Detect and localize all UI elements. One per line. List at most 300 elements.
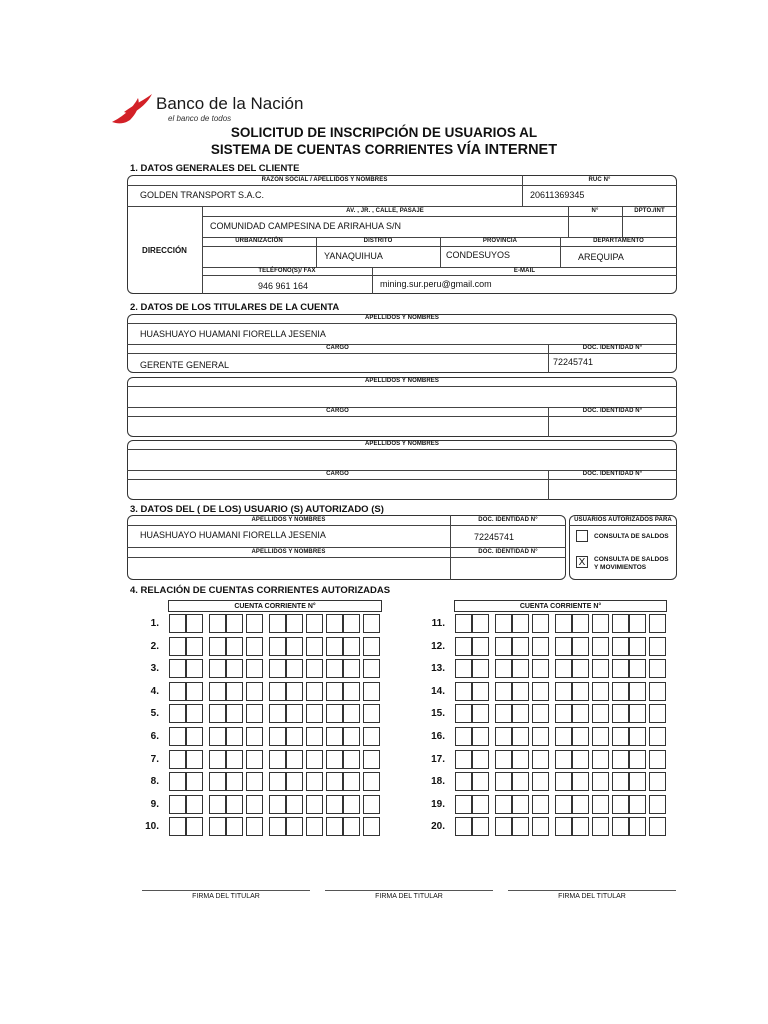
account-digit-cell[interactable] — [455, 659, 472, 678]
account-digit-cell[interactable] — [495, 682, 512, 701]
distrito-value[interactable]: YANAQUIHUA — [324, 251, 383, 261]
account-digit-cell[interactable] — [649, 750, 666, 769]
account-digit-cell[interactable] — [472, 817, 489, 836]
account-digit-cell[interactable] — [269, 704, 286, 723]
account-digit-cell[interactable] — [343, 750, 360, 769]
account-digit-cell[interactable] — [512, 750, 529, 769]
section4-heading: 4. RELACIÓN DE CUENTAS CORRIENTES AUTORIZADAS — [130, 585, 391, 596]
account-digit-cell[interactable] — [246, 659, 263, 678]
consulta-saldos-label: CONSULTA DE SALDOS — [594, 533, 669, 540]
account-digit-cell[interactable] — [455, 817, 472, 836]
firma-titular-2: FIRMA DEL TITULAR — [375, 893, 443, 900]
account-digit-cell[interactable] — [592, 795, 609, 814]
account-digit-cell[interactable] — [326, 704, 343, 723]
account-digit-cell[interactable] — [169, 659, 186, 678]
account-digit-cell[interactable] — [472, 637, 489, 656]
account-digit-cell[interactable] — [209, 795, 226, 814]
telefono-label: TELÉFONO(S)/ FAX — [258, 268, 316, 274]
account-digit-cell[interactable] — [592, 704, 609, 723]
provincia-value[interactable]: CONDESUYOS — [446, 250, 511, 260]
account-digit-cell[interactable] — [555, 659, 572, 678]
account-row-number: 4. — [150, 685, 159, 697]
account-digit-cell[interactable] — [226, 772, 243, 791]
account-digit-cell[interactable] — [186, 817, 203, 836]
firma-titular-3: FIRMA DEL TITULAR — [558, 893, 626, 900]
account-digit-cell[interactable] — [286, 682, 303, 701]
account-digit-cell[interactable] — [512, 659, 529, 678]
account-digit-cell[interactable] — [455, 637, 472, 656]
account-digit-cell[interactable] — [555, 704, 572, 723]
account-digit-cell[interactable] — [592, 682, 609, 701]
account-digit-cell[interactable] — [495, 750, 512, 769]
account-digit-cell[interactable] — [306, 614, 323, 633]
bank-name: Banco de la Nación — [156, 94, 304, 113]
account-digit-cell[interactable] — [286, 659, 303, 678]
account-row-number: 3. — [150, 663, 159, 675]
account-digit-cell[interactable] — [269, 614, 286, 633]
account-digit-cell[interactable] — [612, 772, 629, 791]
titular3-cargo-label: CARGO — [326, 471, 349, 477]
account-digit-cell[interactable] — [592, 817, 609, 836]
account-digit-cell[interactable] — [306, 682, 323, 701]
account-digit-cell[interactable] — [246, 817, 263, 836]
account-digit-cell[interactable] — [306, 727, 323, 746]
urbanizacion-label: URBANIZACIÓN — [235, 238, 283, 244]
account-digit-cell[interactable] — [512, 637, 529, 656]
account-digit-cell[interactable] — [286, 727, 303, 746]
account-digit-cell[interactable] — [326, 614, 343, 633]
account-digit-cell[interactable] — [363, 795, 380, 814]
account-digit-cell[interactable] — [209, 817, 226, 836]
account-row-number: 18. — [431, 776, 445, 788]
account-digit-cell[interactable] — [532, 772, 549, 791]
account-digit-cell[interactable] — [286, 817, 303, 836]
titular1-doc-label: DOC. IDENTIDAD N° — [582, 345, 643, 351]
account-row-number: 12. — [431, 640, 445, 652]
account-digit-cell[interactable] — [169, 750, 186, 769]
account-digit-cell[interactable] — [343, 772, 360, 791]
account-digit-cell[interactable] — [612, 727, 629, 746]
account-digit-cell[interactable] — [555, 772, 572, 791]
firma-titular-1: FIRMA DEL TITULAR — [192, 893, 260, 900]
account-digit-cell[interactable] — [269, 727, 286, 746]
account-digit-cell[interactable] — [306, 772, 323, 791]
account-digit-cell[interactable] — [269, 659, 286, 678]
account-digit-cell[interactable] — [306, 817, 323, 836]
ruc-label: RUC N° — [588, 177, 611, 183]
account-digit-cell[interactable] — [495, 637, 512, 656]
account-row-number: 10. — [145, 821, 159, 833]
account-digit-cell[interactable] — [169, 614, 186, 633]
account-digit-cell[interactable] — [455, 614, 472, 633]
bank-tagline: el banco de todos — [168, 114, 232, 123]
departamento-label: DEPARTAMENTO — [593, 238, 644, 244]
account-digit-cell[interactable] — [572, 772, 589, 791]
account-digit-cell[interactable] — [472, 704, 489, 723]
provincia-label: PROVINCIA — [482, 238, 518, 244]
account-row-number: 13. — [431, 663, 445, 675]
account-digit-cell[interactable] — [555, 614, 572, 633]
account-digit-cell[interactable] — [246, 682, 263, 701]
account-digit-cell[interactable] — [472, 772, 489, 791]
account-digit-cell[interactable] — [629, 727, 646, 746]
account-digit-cell[interactable] — [592, 637, 609, 656]
account-digit-cell[interactable] — [592, 614, 609, 633]
calle-value[interactable]: COMUNIDAD CAMPESINA DE ARIRAHUA S/N — [210, 221, 402, 231]
account-digit-cell[interactable] — [629, 637, 646, 656]
account-digit-cell[interactable] — [472, 750, 489, 769]
account-digit-cell[interactable] — [629, 795, 646, 814]
usuario2-apellidos-label: APELLIDOS Y NOMBRES — [251, 549, 326, 555]
account-digit-cell[interactable] — [269, 772, 286, 791]
account-digit-cell[interactable] — [226, 637, 243, 656]
account-digit-cell[interactable] — [209, 682, 226, 701]
account-digit-cell[interactable] — [455, 704, 472, 723]
account-digit-cell[interactable] — [455, 682, 472, 701]
account-digit-cell[interactable] — [612, 682, 629, 701]
account-digit-cell[interactable] — [572, 727, 589, 746]
account-digit-cell[interactable] — [286, 614, 303, 633]
account-digit-cell[interactable] — [186, 682, 203, 701]
account-digit-cell[interactable] — [209, 659, 226, 678]
account-digit-cell[interactable] — [226, 659, 243, 678]
account-digit-cell[interactable] — [532, 727, 549, 746]
account-digit-cell[interactable] — [343, 727, 360, 746]
account-digit-cell[interactable] — [629, 817, 646, 836]
usuario1-doc[interactable]: 72245741 — [474, 532, 515, 542]
account-digit-cell[interactable] — [226, 704, 243, 723]
account-digit-cell[interactable] — [629, 614, 646, 633]
account-digit-cell[interactable] — [532, 704, 549, 723]
cuenta-header-left: CUENTA CORRIENTE N° — [168, 600, 382, 612]
telefono-value[interactable]: 946 961 164 — [258, 281, 309, 291]
account-row-number: 7. — [150, 753, 159, 765]
account-row-number: 6. — [150, 731, 159, 742]
account-digit-cell[interactable] — [306, 750, 323, 769]
account-digit-cell[interactable] — [592, 750, 609, 769]
account-digit-cell[interactable] — [209, 727, 226, 746]
usuario1-nombre[interactable]: HUASHUAYO HUAMANI FIORELLA JESENIA — [140, 530, 326, 540]
account-row-number: 16. — [431, 731, 445, 742]
account-digit-cell[interactable] — [612, 637, 629, 656]
account-digit-cell[interactable] — [572, 817, 589, 836]
account-digit-cell[interactable] — [363, 817, 380, 836]
account-digit-cell[interactable] — [612, 704, 629, 723]
account-digit-cell[interactable] — [472, 614, 489, 633]
account-digit-cell[interactable] — [269, 750, 286, 769]
account-digit-cell[interactable] — [246, 704, 263, 723]
account-digit-cell[interactable] — [246, 772, 263, 791]
account-digit-cell[interactable] — [326, 795, 343, 814]
account-digit-cell[interactable] — [649, 817, 666, 836]
account-digit-cell[interactable] — [472, 659, 489, 678]
account-digit-cell[interactable] — [512, 772, 529, 791]
account-digit-cell[interactable] — [269, 682, 286, 701]
direccion-label: DIRECCIÓN — [142, 246, 187, 255]
account-digit-cell[interactable] — [555, 817, 572, 836]
account-digit-cell[interactable] — [572, 637, 589, 656]
account-row-number: 20. — [431, 821, 445, 833]
section1-heading: 1. DATOS GENERALES DEL CLIENTE — [130, 163, 300, 174]
section2-heading: 2. DATOS DE LOS TITULARES DE LA CUENTA — [130, 302, 340, 313]
account-digit-cell[interactable] — [629, 659, 646, 678]
account-digit-cell[interactable] — [343, 704, 360, 723]
account-digit-cell[interactable] — [186, 727, 203, 746]
bank-logo-icon — [110, 92, 154, 126]
account-digit-cell[interactable] — [246, 614, 263, 633]
account-digit-cell[interactable] — [363, 727, 380, 746]
account-digit-cell[interactable] — [169, 817, 186, 836]
account-digit-cell[interactable] — [326, 637, 343, 656]
titular1-cargo-label: CARGO — [326, 345, 349, 351]
account-digit-cell[interactable] — [186, 659, 203, 678]
account-digit-cell[interactable] — [246, 750, 263, 769]
account-digit-cell[interactable] — [572, 659, 589, 678]
account-digit-cell[interactable] — [343, 682, 360, 701]
account-digit-cell[interactable] — [269, 795, 286, 814]
titular1-doc[interactable]: 72245741 — [553, 357, 594, 367]
account-digit-cell[interactable] — [306, 637, 323, 656]
account-digit-cell[interactable] — [472, 727, 489, 746]
form-title-line2-part1: SISTEMA DE CUENTAS CORRIENTES — [210, 142, 457, 157]
account-digit-cell[interactable] — [512, 795, 529, 814]
account-digit-cell[interactable] — [186, 795, 203, 814]
account-digit-cell[interactable] — [649, 772, 666, 791]
account-digit-cell[interactable] — [495, 817, 512, 836]
account-digit-cell[interactable] — [555, 727, 572, 746]
account-digit-cell[interactable] — [572, 704, 589, 723]
account-digit-cell[interactable] — [649, 614, 666, 633]
distrito-label: DISTRITO — [363, 238, 393, 244]
account-digit-cell[interactable] — [495, 659, 512, 678]
account-digit-cell[interactable] — [649, 637, 666, 656]
account-digit-cell[interactable] — [592, 659, 609, 678]
account-row-number: 17. — [431, 753, 445, 765]
departamento-value[interactable]: AREQUIPA — [578, 252, 624, 262]
account-digit-cell[interactable] — [612, 750, 629, 769]
account-digit-cell[interactable] — [169, 772, 186, 791]
account-digit-cell[interactable] — [495, 704, 512, 723]
account-digit-cell[interactable] — [455, 772, 472, 791]
account-row-number: 8. — [150, 776, 159, 788]
account-digit-cell[interactable] — [246, 795, 263, 814]
account-digit-cell[interactable] — [555, 795, 572, 814]
account-row-number: 5. — [150, 708, 159, 720]
account-digit-cell[interactable] — [209, 750, 226, 769]
consulta-movimientos-label-1: CONSULTA DE SALDOS — [594, 556, 669, 563]
account-digit-cell[interactable] — [555, 750, 572, 769]
account-digit-cell[interactable] — [186, 704, 203, 723]
account-digit-cell[interactable] — [455, 750, 472, 769]
form-title-line2-part2: VÍA INTERNET — [456, 142, 558, 158]
account-digit-cell[interactable] — [572, 614, 589, 633]
usuario1-doc-label: DOC. IDENTIDAD N° — [478, 517, 538, 523]
account-digit-cell[interactable] — [343, 637, 360, 656]
account-digit-cell[interactable] — [455, 727, 472, 746]
consulta-movimientos-label-2: Y MOVIMIENTOS — [594, 564, 647, 571]
account-digit-cell[interactable] — [512, 614, 529, 633]
account-digit-cell[interactable] — [169, 682, 186, 701]
account-row-number: 9. — [150, 798, 159, 810]
account-digit-cell[interactable] — [532, 614, 549, 633]
account-digit-cell[interactable] — [326, 750, 343, 769]
account-digit-cell[interactable] — [363, 637, 380, 656]
account-digit-cell[interactable] — [649, 727, 666, 746]
account-digit-cell[interactable] — [286, 750, 303, 769]
account-digit-cell[interactable] — [532, 637, 549, 656]
account-digit-cell[interactable] — [629, 704, 646, 723]
account-digit-cell[interactable] — [512, 817, 529, 836]
usuario1-apellidos-label: APELLIDOS Y NOMBRES — [251, 517, 326, 523]
account-digit-cell[interactable] — [612, 795, 629, 814]
account-digit-cell[interactable] — [306, 795, 323, 814]
titular3-doc-label: DOC. IDENTIDAD N° — [582, 471, 643, 477]
account-digit-cell[interactable] — [472, 795, 489, 814]
account-digit-cell[interactable] — [363, 750, 380, 769]
account-digit-cell[interactable] — [649, 704, 666, 723]
account-digit-cell[interactable] — [555, 682, 572, 701]
account-digit-cell[interactable] — [592, 727, 609, 746]
account-digit-cell[interactable] — [572, 750, 589, 769]
calle-label: AV. , JR. , CALLE, PASAJE — [346, 208, 424, 214]
account-digit-cell[interactable] — [343, 614, 360, 633]
account-row-number: 11. — [431, 618, 445, 629]
account-digit-cell[interactable] — [512, 727, 529, 746]
account-digit-cell[interactable] — [186, 637, 203, 656]
account-digit-cell[interactable] — [169, 727, 186, 746]
account-digit-cell[interactable] — [326, 817, 343, 836]
account-digit-cell[interactable] — [495, 795, 512, 814]
account-digit-cell[interactable] — [286, 795, 303, 814]
account-digit-cell[interactable] — [363, 704, 380, 723]
account-digit-cell[interactable] — [209, 704, 226, 723]
account-digit-cell[interactable] — [306, 704, 323, 723]
cuenta-header-right: CUENTA CORRIENTE N° — [454, 600, 667, 612]
razon-social-value[interactable]: GOLDEN TRANSPORT S.A.C. — [140, 190, 265, 200]
account-digit-cell[interactable] — [186, 750, 203, 769]
account-digit-cell[interactable] — [343, 659, 360, 678]
account-digit-cell[interactable] — [495, 727, 512, 746]
account-digit-cell[interactable] — [532, 795, 549, 814]
account-digit-cell[interactable] — [532, 659, 549, 678]
account-digit-cell[interactable] — [512, 704, 529, 723]
account-digit-cell[interactable] — [246, 637, 263, 656]
autorizados-label: USUARIOS AUTORIZADOS PARA — [574, 517, 672, 523]
titular2-cargo-label: CARGO — [326, 408, 349, 414]
account-digit-cell[interactable] — [629, 772, 646, 791]
account-digit-cell[interactable] — [363, 659, 380, 678]
account-digit-cell[interactable] — [326, 727, 343, 746]
usuario2-doc-label: DOC. IDENTIDAD N° — [478, 549, 538, 555]
account-digit-cell[interactable] — [343, 817, 360, 836]
account-digit-cell[interactable] — [532, 817, 549, 836]
account-digit-cell[interactable] — [209, 772, 226, 791]
titular1-apellidos-label: APELLIDOS Y NOMBRES — [364, 315, 440, 321]
account-digit-cell[interactable] — [269, 637, 286, 656]
account-digit-cell[interactable] — [612, 614, 629, 633]
account-digit-cell[interactable] — [592, 772, 609, 791]
account-digit-cell[interactable] — [363, 682, 380, 701]
account-digit-cell[interactable] — [326, 772, 343, 791]
account-digit-cell[interactable] — [226, 795, 243, 814]
account-digit-cell[interactable] — [649, 682, 666, 701]
account-row-number: 14. — [431, 685, 445, 697]
account-digit-cell[interactable] — [326, 659, 343, 678]
account-digit-cell[interactable] — [186, 614, 203, 633]
account-row-number: 1. — [150, 618, 159, 629]
account-digit-cell[interactable] — [472, 682, 489, 701]
account-digit-cell[interactable] — [226, 682, 243, 701]
account-digit-cell[interactable] — [363, 772, 380, 791]
account-digit-cell[interactable] — [269, 817, 286, 836]
account-digit-cell[interactable] — [246, 727, 263, 746]
account-digit-cell[interactable] — [186, 772, 203, 791]
account-digit-cell[interactable] — [209, 614, 226, 633]
account-digit-cell[interactable] — [326, 682, 343, 701]
consulta-saldos-checkbox[interactable] — [576, 530, 588, 542]
account-digit-cell[interactable] — [286, 772, 303, 791]
ruc-value[interactable]: 20611369345 — [530, 190, 585, 200]
account-digit-cell[interactable] — [169, 704, 186, 723]
account-row-number: 19. — [431, 798, 445, 810]
account-digit-cell[interactable] — [495, 614, 512, 633]
form-title-line2 — [0, 142, 768, 158]
numero-label: N° — [591, 208, 599, 214]
account-digit-cell[interactable] — [226, 750, 243, 769]
account-digit-cell[interactable] — [612, 817, 629, 836]
section3-heading: 3. DATOS DEL ( DE LOS) USUARIO (S) AUTORIZADO (S) — [130, 504, 384, 515]
titular3-apellidos-label: APELLIDOS Y NOMBRES — [364, 441, 440, 447]
account-digit-cell[interactable] — [649, 795, 666, 814]
account-digit-cell[interactable] — [649, 659, 666, 678]
account-digit-cell[interactable] — [286, 637, 303, 656]
titular2-doc-label: DOC. IDENTIDAD N° — [582, 408, 643, 414]
account-row-number: 15. — [431, 708, 445, 720]
titular1-cargo[interactable]: GERENTE GENERAL — [140, 360, 230, 370]
razon-social-label: RAZÓN SOCIAL / APELLIDOS Y NOMBRES — [261, 177, 388, 183]
titular1-nombre[interactable]: HUASHUAYO HUAMANI FIORELLA JESENIA — [140, 329, 326, 339]
account-digit-cell[interactable] — [629, 750, 646, 769]
email-label: E-MAIL — [513, 268, 536, 274]
dpto-label: DPTO./INT — [634, 208, 665, 214]
account-row-number: 2. — [150, 640, 159, 652]
account-digit-cell[interactable] — [209, 637, 226, 656]
account-digit-cell[interactable] — [572, 795, 589, 814]
account-digit-cell[interactable] — [512, 682, 529, 701]
account-digit-cell[interactable] — [363, 614, 380, 633]
account-digit-cell[interactable] — [495, 772, 512, 791]
account-digit-cell[interactable] — [532, 750, 549, 769]
account-digit-cell[interactable] — [226, 817, 243, 836]
account-digit-cell[interactable] — [226, 614, 243, 633]
logo — [110, 92, 320, 128]
account-digit-cell[interactable] — [572, 682, 589, 701]
account-digit-cell[interactable] — [306, 659, 323, 678]
account-digit-cell[interactable] — [612, 659, 629, 678]
account-digit-cell[interactable] — [532, 682, 549, 701]
consulta-movimientos-checkbox[interactable]: X — [576, 556, 588, 568]
account-digit-cell[interactable] — [343, 795, 360, 814]
account-digit-cell[interactable] — [455, 795, 472, 814]
account-digit-cell[interactable] — [555, 637, 572, 656]
email-value[interactable]: mining.sur.peru@gmail.com — [380, 279, 492, 289]
account-digit-cell[interactable] — [169, 795, 186, 814]
account-digit-cell[interactable] — [169, 637, 186, 656]
form-title-line1: SOLICITUD DE INSCRIPCIÓN DE USUARIOS AL — [230, 125, 538, 140]
account-digit-cell[interactable] — [226, 727, 243, 746]
account-digit-cell[interactable] — [286, 704, 303, 723]
account-digit-cell[interactable] — [629, 682, 646, 701]
